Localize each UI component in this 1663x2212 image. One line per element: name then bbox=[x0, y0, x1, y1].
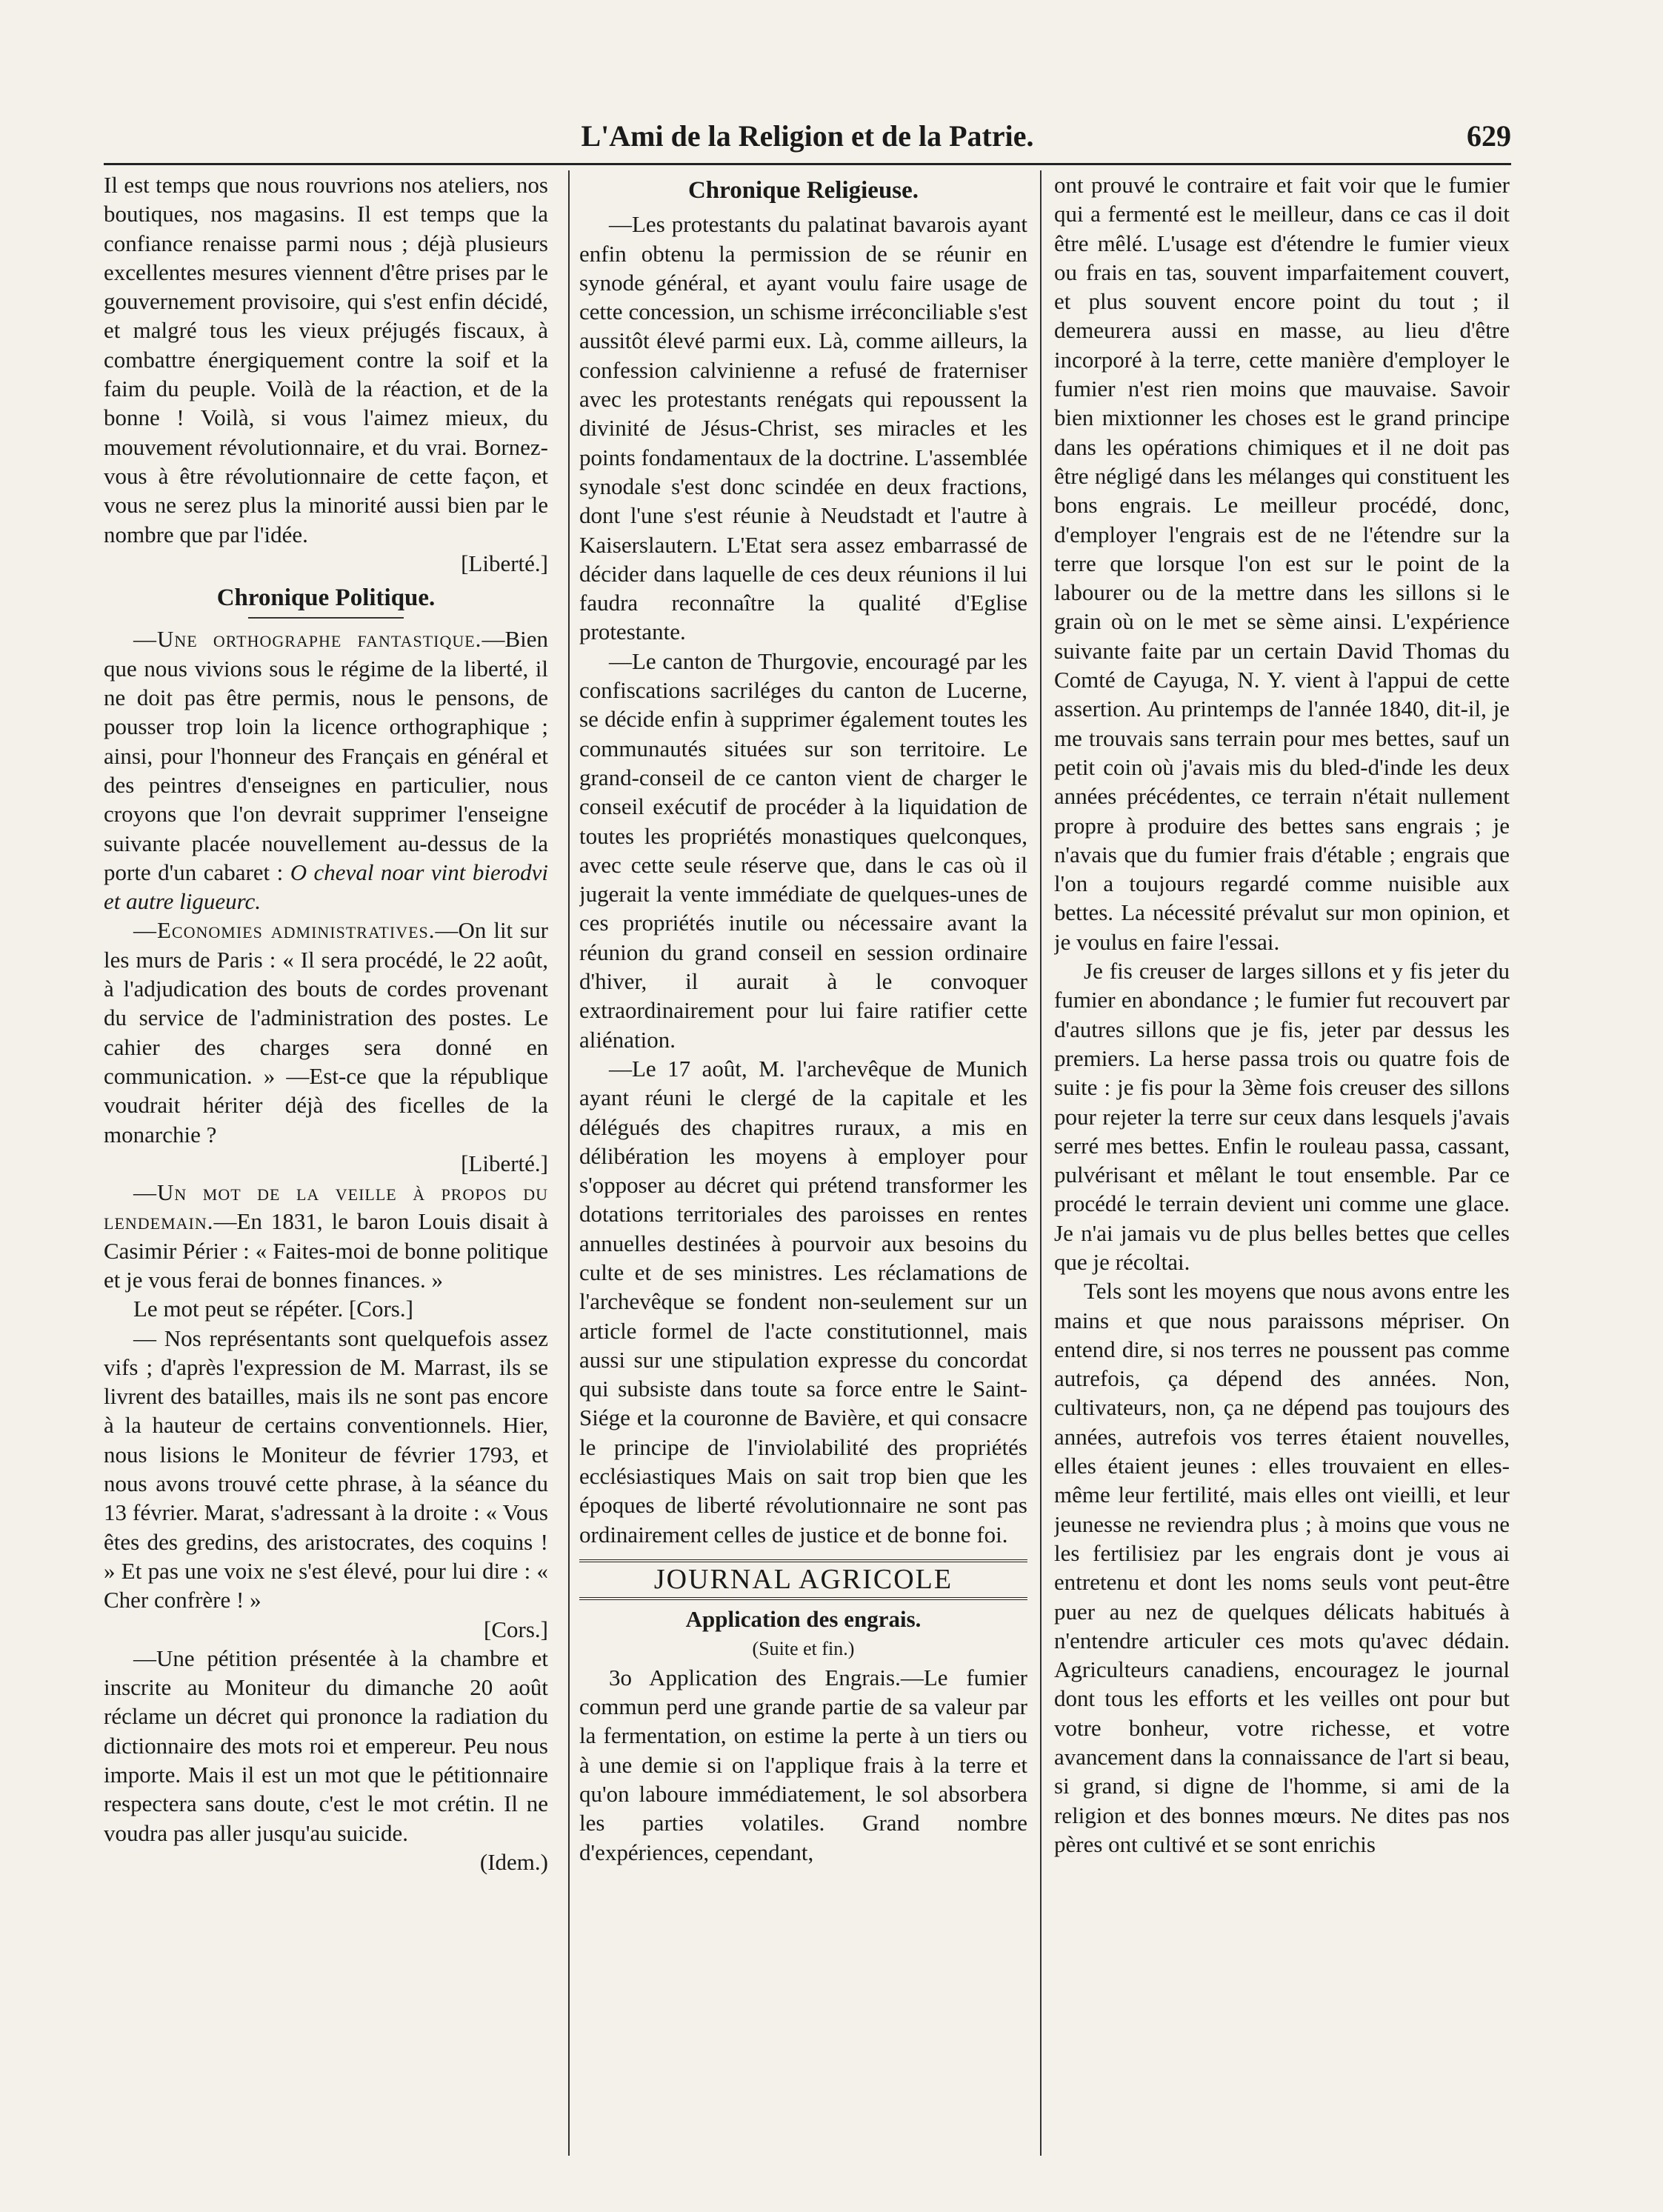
article-paragraph: Il est temps que nous rouvrions nos ateliers, nos boutiques, nos magasins. Il est temps que la confiance renaisse parmi nous ; déjà plusieurs excellentes mesures viennent d'être prises par le gouvernement provisoire, qui s'est enfin décidé, et malgré tous les vieux préjugés fiscaux, à combattre énergiquement contre la soif et la faim du peuple. Voilà de la réaction, et de la bonne ! Voilà, si vous l'aimez mieux, du mouvement révolutionnaire, et du vrai. Bornez-vous à être révolutionnaire de cette façon, et vous ne serez plus la minorité aussi bien par le nombre que par l'idée. bbox=[104, 172, 548, 547]
article-paragraph: —Les protestants du palatinat bavarois ayant enfin obtenu la permission de se réunir en synode général, et ayant voulu faire usage de cette concession, un schisme irréconciliable s'est aussitôt élevé parmi eux. Là, comme ailleurs, la confession calvinienne a refusé de fraterniser avec les protestants renégats qui repoussent la divinité de Jésus-Christ, ses miracles et les points fondamentaux de la doctrine. L'assemblée synodale s'est donc scindée en deux fractions, dont l'une s'est réunie à Neudstadt et l'autre à Kaiserslautern. L'Etat sera assez embarrassé de décider dans laquelle de ces deux réunions il lui faudra reconnaître la qualité d'Eglise protestante. bbox=[579, 211, 1027, 645]
column-divider bbox=[568, 170, 570, 2156]
article-paragraph: —Une pétition présentée à la chambre et inscrite au Moniteur du dimanche 20 août réclame un décret qui prononce la radiation du dictionnaire des mots roi et empereur. Peu nous importe. Mais il est un mot que le pétitionnaire respectera sans doute, c'est le mot crétin. Il ne voudra pas aller jusqu'au suicide. bbox=[104, 1645, 548, 1846]
column-2 bbox=[579, 170, 1027, 2156]
item-lead: —Un mot de la veille à propos du lendemain. bbox=[104, 1179, 548, 1235]
source-attribution: [Liberté.] bbox=[461, 1150, 548, 1176]
article-paragraph: ont prouvé le contraire et fait voir que le fumier qui a fermenté est le meilleur, dans ce cas il doit être mêlé. L'usage est d'étendre le fumier vieux ou frais en tas, souvent imparfaitement couvert, et plus souvent encore point du tout ; il demeurera aussi en masse, au lieu d'être incorporé à la terre, cette manière d'employer le fumier n'est rien moins que mauvaise. Savoir bien mixtionner les choses est le grand principe dans les opérations chimiques et il ne doit pas être négligé dans les mélanges qui constituent les bons engrais. Le meilleur procédé, donc, d'employer l'engrais est de ne l'étendre sur la terre que lorsque l'on est sur le point de la labourer ou de la mettre dans les sillons si le grain où on le met se sème ainsi. L'expérience suivante faite par un certain David Thomas du Comté de Cayuga, N. Y. vient à l'appui de cette assertion. Au printemps de l'année 1840, dit-il, je me trouvais sans terrain pour mes bettes, sauf un petit coin où j'avais mis du bled-d'inde les deux années précédentes, ce terrain n'était nullement propre à produire des bettes sans engrais ; je n'avais que du fumier frais d'étable ; engrais que l'on a toujours regardé comme nuisible aux bettes. La nécessité prévalut sur mon opinion, et je voulus en faire l'essai. bbox=[1054, 172, 1510, 955]
article-paragraph: —Une orthographe fantastique.—Bien que nous vivions sous le régime de la liberté, il ne doit pas être permis, nous le pensons, de pousser trop loin la licence orthographique ; ainsi, pour l'honneur des Français en général et des peintres d'enseignes en particulier, nous croyons que l'on devrait supprimer l'enseigne suivante placée nouvellement au-dessus de la porte d'un cabaret : O cheval noar vint bierodvi et autre ligueurc. bbox=[104, 626, 548, 915]
source-attribution: [Liberté.] bbox=[461, 550, 548, 576]
masthead-title: L'Ami de la Religion et de la Patrie. bbox=[581, 119, 1034, 153]
article-paragraph: Le mot peut se répéter. [Cors.] bbox=[133, 1296, 413, 1322]
article-paragraph: —Le 17 août, M. l'archevêque de Munich ayant réuni le clergé de la capitale et les délégués des chapitres ruraux, a mis en délibération les moyens à employer pour s'opposer au décret qui prétend transformer les dotations territoriales des paroisses en rentes annuelles destinées à pourvoir aux besoins du culte et de ses ministres. Les réclamations de l'archevêque se fondent non-seulement sur un article formel de l'acte constitutionnel, mais aussi sur une stipulation expresse du concordat qui subsiste dans toute sa force entre le Saint-Siége et la couronne de Bavière, et qui consacre le principe de l'inviolabilité des propriétés ecclésiastiques Mais on sait trop bien que les époques de liberté révolutionnaire ne sont pas ordinairement celles de justice et de bonne foi. bbox=[579, 1055, 1027, 1548]
article-paragraph: —Un mot de la veille à propos du lendemain.—En 1831, le baron Louis disait à Casimir Périer : « Faites-moi de bonne politique et je vous ferai de bonnes finances. » bbox=[104, 1179, 548, 1293]
item-lead: —Une orthographe fantastique. bbox=[133, 626, 482, 653]
section-banner-journal-agricole: JOURNAL AGRICOLE bbox=[579, 1559, 1027, 1600]
quoted-sign: O cheval noar vint bierodvi et autre ligueurc. bbox=[104, 859, 548, 915]
article-subheading: Application des engrais. bbox=[685, 1606, 922, 1633]
column-3 bbox=[1054, 170, 1510, 2156]
article-paragraph: —Le canton de Thurgovie, encouragé par les confiscations sacriléges du canton de Lucerne, se décide enfin à supprimer également toutes les communautés situées sur son territoire. Le grand-conseil de ce canton vient de charger le conseil exécutif de procéder à la liquidation de toutes les propriétés monastiques quelconques, avec cette seule réserve que, dans le cas où il jugerait la vente immédiate de quelques-unes de ces propriétés inutile ou nécessaire avant la réunion du grand conseil en session ordinaire d'hiver, il aurait à le convoquer extraordinairement pour lui faire ratifier cette aliénation. bbox=[579, 647, 1027, 1053]
source-attribution: (Idem.) bbox=[479, 1848, 548, 1875]
article-paragraph: — Nos représentants sont quelquefois assez vifs ; d'après l'expression de M. Marrast, ils se livrent des batailles, mais ils ne sont pas encore à la hauteur de certains conventionnels. Hier, nous lisions le Moniteur de février 1793, et nous avons trouvé cette phrase, à la séance du 13 février. Marat, s'adressant à la droite : « Vous êtes des gredins, des aristocrates, des coquins ! » Et pas une voix ne s'est élevé, pour lui dire : « Cher confrère ! » bbox=[104, 1325, 548, 1613]
continuation-note: (Suite et fin.) bbox=[752, 1637, 855, 1659]
article-paragraph: —Economies administratives.—On lit sur les murs de Paris : « Il sera procédé, le 22 août, à l'adjudication des bouts de cordes provenant du service de l'administration des postes. Le cahier des charges sera donné en communication. » —Est-ce que la république voudrait hériter déjà des ficelles de la monarchie ? bbox=[104, 917, 548, 1147]
column-divider bbox=[1040, 170, 1042, 2156]
article-paragraph: Je fis creuser de larges sillons et y fis jeter du fumier en abondance ; le fumier fut recouvert par d'autres sillons que je fis, jeter par dessus les premiers. La herse passa trois ou quatre fois de suite : je fis pour la 3ème fois creuser des sillons pour rejeter la terre sur ceux dans lesquels j'avais serré mes bettes. Enfin le rouleau passa, cassant, pulvérisant et mêlant le tout ensemble. Par ce procédé le terrain devient uni comme une glace. Je n'ai jamais vu de plus belles bettes que celles que je récoltai. bbox=[1054, 958, 1510, 1275]
article-paragraph: Tels sont les moyens que nous avons entre les mains et que nous paraissons mépriser. On entend dire, si nos terres ne poussent pas comme autrefois, ça dépend des années. Non, cultivateurs, non, ça ne dépend pas toujours des années, autrefois vos terres étaient nouvelles, elles étaient jeunes : elles trouvaient en elles-même leur fertilité, mais elles ont vieilli, et leur jeunesse ne reviendra plus ; à moins que vous ne les fertilisiez par les engrais dont je vous ai entretenu et dont les noms seuls vont peut-être puer au nez de quelques délicats habitués à n'entendre articuler ces mots qu'avec dédain. Agriculteurs canadiens, encouragez le journal dont tous les efforts et les veilles ont pour but votre bonheur, votre richesse, et votre avancement dans la connaissance de l'art si beau, si grand, si digne de l'homme, si ami de la religion et des bonnes mœurs. Ne dites pas nos pères ont cultivé et se sont enrichis bbox=[1054, 1278, 1510, 1857]
page-header bbox=[104, 119, 1511, 165]
article-paragraph: 3o Application des Engrais.—Le fumier commun perd une grande partie de sa valeur par la fermentation, on estime la perte à un tiers ou à une demie si on l'applique frais à la terre et qu'on laboure immédiatement, le sol absorbera les parties volatiles. Grand nombre d'expériences, cependant, bbox=[579, 1664, 1027, 1865]
section-heading-politique: Chronique Politique. bbox=[216, 584, 436, 612]
item-lead: —Economies administratives. bbox=[133, 917, 436, 944]
source-attribution: [Cors.] bbox=[348, 1296, 413, 1322]
source-attribution: [Cors.] bbox=[484, 1616, 548, 1642]
section-heading-religieuse: Chronique Religieuse. bbox=[687, 177, 919, 204]
heading-rule bbox=[248, 617, 404, 619]
page-number: 629 bbox=[1467, 119, 1511, 153]
column-1 bbox=[104, 170, 548, 2156]
